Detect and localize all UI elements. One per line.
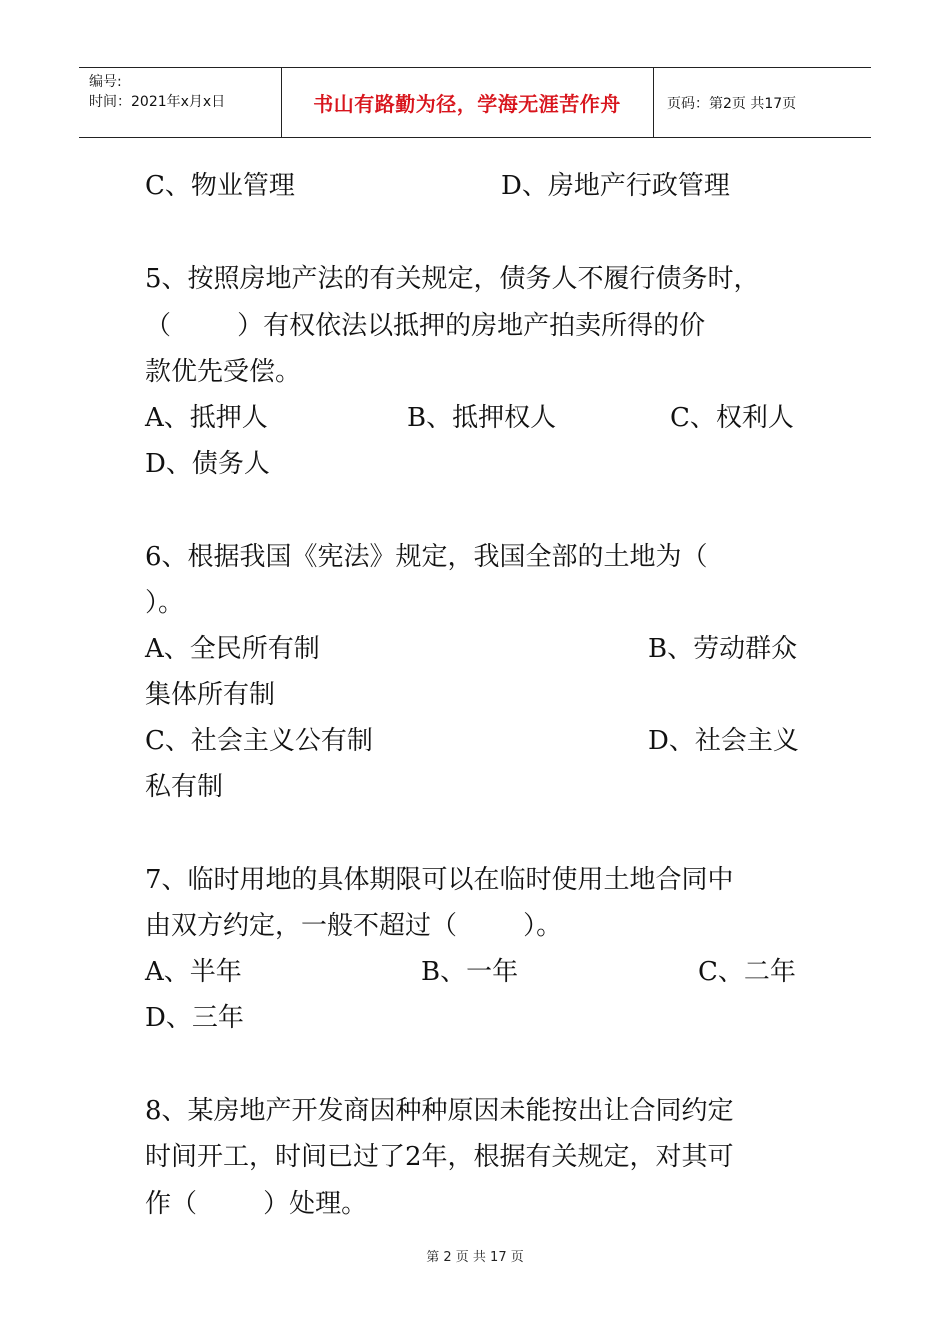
option-d: D、债务人 [145,449,270,479]
question-5-line-1: 5、按照房地产法的有关规定，债务人不履行债务时， [145,264,760,294]
header-meta [89,72,225,112]
question-7-line-2: 由双方约定，一般不超过（ ）。 [145,911,563,941]
serial-number-label: 编号: [89,74,122,90]
question-7-line-1: 7、临时用地的具体期限可以在临时使用土地合同中 [145,865,734,895]
option-line [145,403,794,433]
option-line [145,171,730,201]
header-motto: 书山有路勤为径，学海无涯苦作舟 [313,92,621,116]
option-line [145,726,799,756]
option-c: C、社会主义公有制 [145,726,373,756]
question-6-line-2: ）。 [145,588,185,618]
option-c: C、物业管理 [145,171,295,201]
option-d: D、三年 [145,1003,244,1033]
header-divider [653,68,654,137]
option-line [145,634,798,664]
page-footer: 第 2 页 共 17 页 [426,1250,524,1265]
document-header [79,67,871,138]
option-d: D、房地产行政管理 [501,171,730,201]
option-a: A、抵押人 [145,403,268,433]
question-8-line-2: 时间开工，时间已过了2年，根据有关规定，对其可 [145,1142,734,1172]
question-5-line-3: 款优先受偿。 [145,357,302,387]
option-a: A、全民所有制 [145,634,320,664]
option-d: D、社会主义 [648,726,799,756]
question-8-line-3: 作（ ）处理。 [145,1189,368,1219]
question-8-line-1: 8、某房地产开发商因种种原因未能按出让合同约定 [145,1096,734,1126]
option-a: A、半年 [145,957,242,987]
option-d-continued: 私有制 [145,772,224,802]
option-c: C、二年 [698,957,796,987]
option-b: B、抵押权人 [407,403,557,433]
question-5-line-2: （ ）有权依法以抵押的房地产拍卖所得的价 [145,311,706,341]
option-line [145,957,796,987]
option-c: C、权利人 [670,403,794,433]
option-b: B、劳动群众 [648,634,798,664]
question-6-line-1: 6、根据我国《宪法》规定，我国全部的土地为（ [145,542,708,572]
header-page-info: 页码：第2页 共17页 [667,95,797,112]
option-b: B、一年 [421,957,519,987]
date-label: 时间：2021年x月x日 [89,94,226,110]
option-b-continued: 集体所有制 [145,680,276,710]
